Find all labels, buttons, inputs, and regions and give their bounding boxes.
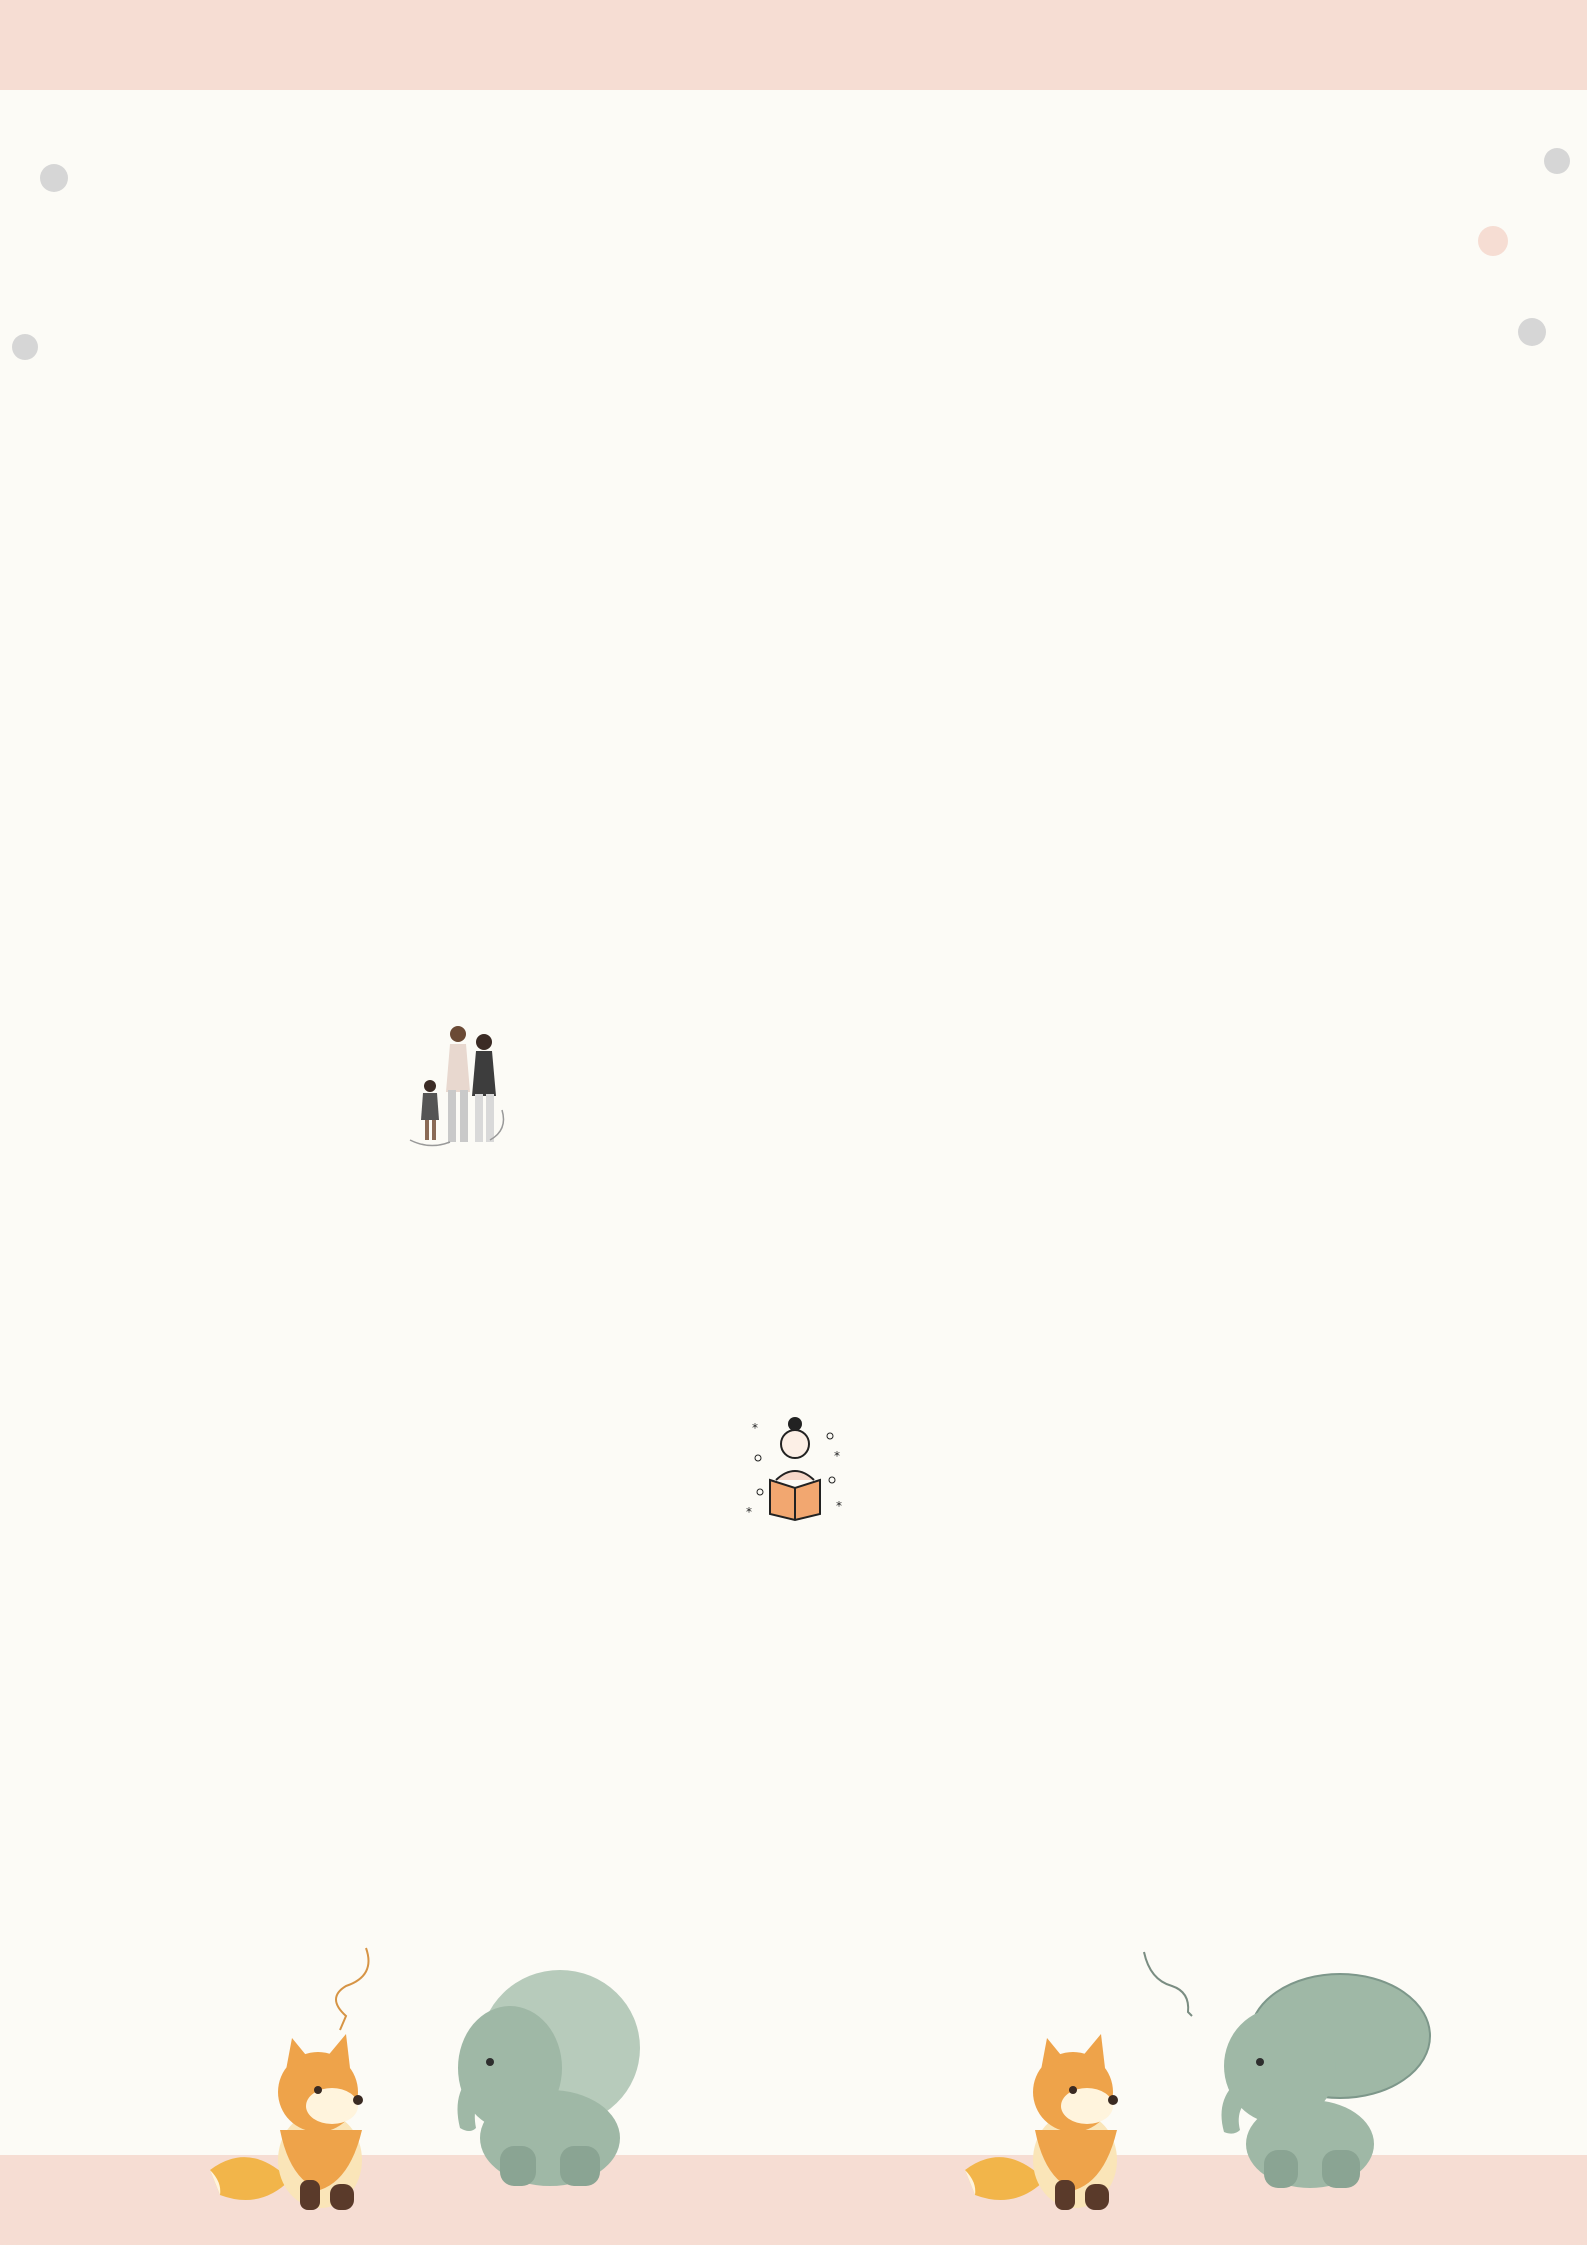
speech-pointer (1140, 1950, 1200, 2020)
elephant-illustration (1200, 1966, 1440, 2191)
family-illustration (390, 1020, 520, 1155)
svg-text:*: * (746, 1505, 752, 1519)
fox-illustration (955, 2020, 1175, 2220)
children-group-illustration (1068, 1030, 1218, 1140)
svg-text:*: * (752, 1421, 758, 1435)
decorative-dot (1518, 318, 1546, 346)
decorative-dot (1544, 148, 1570, 174)
decorative-dot (1478, 226, 1508, 256)
fox-illustration (200, 2020, 420, 2220)
top-scallop-border (0, 0, 1587, 150)
elephant-illustration (440, 1958, 650, 2188)
decorative-dot (40, 164, 68, 192)
reading-person-illustration (740, 1410, 850, 1525)
svg-text:*: * (836, 1499, 842, 1513)
decorative-dot (12, 334, 38, 360)
svg-text:*: * (834, 1449, 840, 1463)
